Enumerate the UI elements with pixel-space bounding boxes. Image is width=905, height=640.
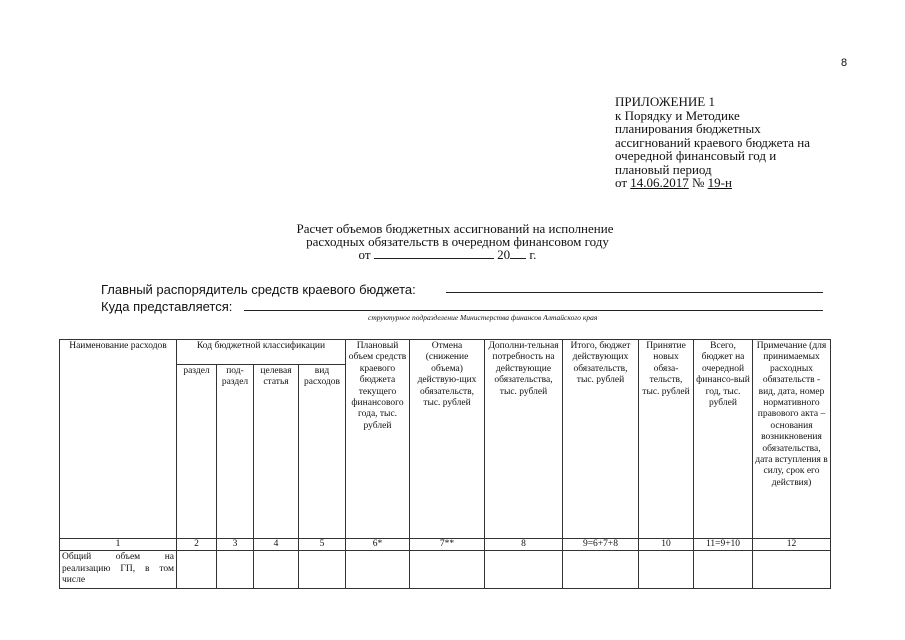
title-date-line [0, 248, 905, 261]
table-cell[interactable] [694, 551, 753, 589]
appendix-line: очередной финансовый год и [615, 148, 777, 163]
title-from: от [358, 247, 371, 262]
number-prefix: № [688, 175, 708, 190]
submitted-to-field[interactable] [244, 310, 823, 311]
column-number: 1 [60, 539, 177, 551]
appendix-number: 19-н [707, 175, 732, 190]
appendix-date-line [615, 176, 810, 190]
header-note: Примечание (для принимаемых расходных обязательств - вид, дата, номер нормативного правового акта – основания возникновения обязательства, дата вступления в силу, срок его действия) [753, 340, 831, 539]
column-number: 3 [217, 539, 254, 551]
title-line: Расчет объемов бюджетных ассигнований на исполнение [296, 221, 614, 236]
header-total-budget: Всего, бюджет на очередной финансо-вый год, тыс. рублей [694, 340, 753, 539]
table-cell[interactable] [177, 551, 217, 589]
header-cancellation: Отмена (снижение объема) действую-щих обязательств, тыс. рублей [410, 340, 485, 539]
appendix-date: 14.06.2017 [630, 175, 689, 190]
column-number: 5 [299, 539, 346, 551]
page-number: 8 [841, 57, 848, 69]
header-expense-type: вид расходов [299, 365, 346, 539]
column-number: 12 [753, 539, 831, 551]
submitted-to-note: структурное подразделение Министерства финансов Алтайского края [368, 313, 598, 322]
column-number: 2 [177, 539, 217, 551]
appendix-line: ПРИЛОЖЕНИЕ 1 [615, 94, 715, 109]
main-manager-field[interactable] [446, 292, 823, 293]
header-new-obligations: Принятие новых обяза-тельств, тыс. рублей [639, 340, 694, 539]
column-number: 11=9+10 [694, 539, 753, 551]
column-number: 6* [346, 539, 410, 551]
table-cell[interactable] [639, 551, 694, 589]
budget-table [59, 339, 831, 589]
header-code-group: Код бюджетной классификации [177, 340, 346, 365]
header-target-item: целевая статья [254, 365, 299, 539]
column-number: 7** [410, 539, 485, 551]
submitted-to-label: Куда представляется: [101, 299, 233, 314]
title-line: расходных обязательств в очередном финансовом году [306, 234, 609, 249]
appendix-line: ассигнований краевого бюджета на [615, 134, 811, 150]
table-cell[interactable] [299, 551, 346, 589]
main-manager-label: Главный распорядитель средств краевого бюджета: [101, 282, 416, 297]
table-cell[interactable] [410, 551, 485, 589]
column-number: 9=6+7+8 [563, 539, 639, 551]
table-cell[interactable] [346, 551, 410, 589]
row-name: Общий объем на реализацию ГП, в том числе [60, 551, 177, 589]
year-suffix: г. [529, 247, 537, 262]
header-total-existing: Итого, бюджет действующих обязательств, тыс. рублей [563, 340, 639, 539]
date-blank[interactable] [374, 248, 494, 259]
year-blank[interactable] [510, 248, 526, 259]
table-cell[interactable] [254, 551, 299, 589]
table-cell[interactable] [217, 551, 254, 589]
appendix-header [615, 95, 810, 190]
column-number: 10 [639, 539, 694, 551]
document-title [0, 222, 905, 261]
date-prefix: от [615, 175, 631, 190]
header-subsection: под-раздел [217, 365, 254, 539]
header-planned: Плановый объем средств краевого бюджета текущего финансового года, тыс. рублей [346, 340, 410, 539]
appendix-line: к Порядку и Методике [615, 107, 740, 123]
table-cell[interactable] [753, 551, 831, 589]
appendix-line: плановый период [615, 161, 712, 177]
header-additional: Дополни-тельная потребность на действующие обязательства, тыс. рублей [485, 340, 563, 539]
column-number: 8 [485, 539, 563, 551]
header-name: Наименование расходов [60, 340, 177, 539]
table-cell[interactable] [485, 551, 563, 589]
column-number: 4 [254, 539, 299, 551]
year-prefix: 20 [497, 247, 511, 262]
table-cell[interactable] [563, 551, 639, 589]
appendix-line: планирования бюджетных [615, 121, 761, 136]
header-section: раздел [177, 365, 217, 539]
